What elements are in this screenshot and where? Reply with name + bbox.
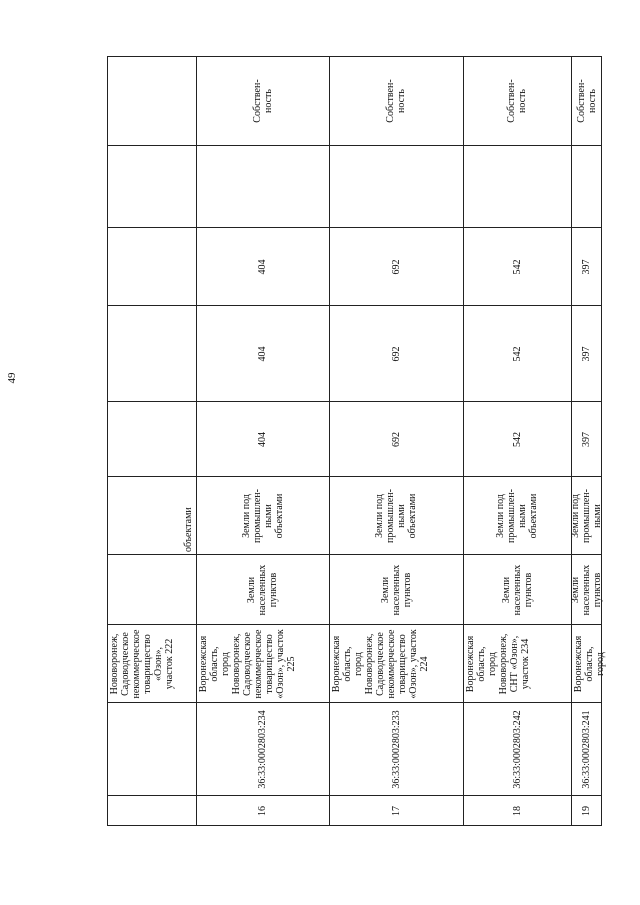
cell-line: Земли	[500, 576, 512, 604]
cell-line: область,	[209, 646, 220, 682]
row-number-cell	[463, 796, 571, 826]
cadastral-number-cell	[196, 703, 329, 796]
area-cell-1	[463, 402, 571, 477]
cell-line: населенных	[257, 564, 268, 616]
cadastral-number-cell	[463, 703, 571, 796]
cell-line: город	[353, 652, 364, 676]
cell-line: «Озон», участок	[275, 629, 286, 699]
cell-text: 18	[511, 806, 523, 816]
cell-line: Садоводческое	[120, 632, 131, 696]
empty-cell	[196, 146, 329, 228]
cell-line: Нововоронеж,	[364, 633, 375, 695]
area-cell-3	[107, 228, 196, 306]
empty-cell	[107, 146, 196, 228]
cell-line: некоммерческое	[131, 629, 142, 699]
table-column-rule	[107, 56, 602, 57]
cell-line: Земли под	[374, 494, 385, 538]
cell-line: ными	[396, 504, 407, 528]
table-column-rule	[107, 145, 602, 146]
land-category-cell	[107, 555, 196, 625]
cell-line: Земли	[246, 576, 257, 604]
cell-text: 36:33:0002803:234	[257, 710, 268, 789]
cell-line: объектами	[528, 493, 539, 539]
right-type-cell	[196, 56, 329, 146]
permitted-use-cell	[571, 477, 602, 555]
row-number-cell	[107, 796, 196, 826]
area-cell-1	[196, 402, 329, 477]
area-cell-2	[107, 306, 196, 402]
cell-line: Нововоронеж,	[231, 633, 242, 695]
cell-line: Собствен-	[506, 79, 517, 123]
cell-line: 225	[286, 656, 297, 672]
cell-line: ность	[396, 89, 407, 113]
table-column-rule	[107, 624, 602, 625]
cell-line: Садоводческое	[242, 632, 253, 696]
cell-line: товарищество	[397, 634, 408, 694]
cell-text: 404	[257, 259, 268, 275]
cell-line: населенных	[511, 564, 523, 616]
cell-text: 36:33:0002803:241	[581, 710, 592, 789]
area-cell-3	[196, 228, 329, 306]
permitted-use-cell	[329, 477, 463, 555]
cell-text: 542	[511, 432, 523, 447]
cell-line: СНТ «Озон»,	[509, 635, 520, 693]
area-cell-1	[107, 402, 196, 477]
table-column-rule	[107, 305, 602, 306]
cell-text: 542	[511, 346, 523, 362]
table-column-rule	[107, 702, 602, 703]
cell-line: товарищество	[142, 634, 153, 694]
land-plots-table	[107, 56, 606, 826]
cell-line: товарищество	[264, 634, 275, 694]
cell-text: 542	[511, 259, 523, 275]
permitted-use-cell	[196, 477, 329, 555]
cell-line: объектами	[273, 493, 285, 539]
cell-line: Земли под	[495, 494, 506, 538]
area-cell-1	[571, 402, 602, 477]
table-row-rule	[329, 56, 330, 826]
cell-text: 36:33:0002803:242	[511, 710, 523, 789]
cell-line: объектами	[183, 507, 194, 552]
address-cell	[107, 625, 196, 703]
cell-text: 36:33:0002803:233	[390, 710, 402, 789]
cell-text: 17	[390, 806, 402, 816]
cell-line: «Озон», участок	[408, 629, 419, 699]
empty-cell	[571, 146, 602, 228]
address-cell	[329, 625, 463, 703]
cell-text: 397	[581, 259, 592, 275]
row-number-cell	[329, 796, 463, 826]
row-number-cell	[571, 796, 602, 826]
table-row-rule	[107, 56, 108, 826]
cell-line: Нововоронеж,	[498, 633, 509, 695]
cell-line: ными	[592, 504, 603, 528]
cell-line: Воронежская	[331, 635, 342, 693]
cadastral-number-cell	[107, 703, 196, 796]
area-cell-3	[463, 228, 571, 306]
cell-line: пунктов	[401, 572, 413, 608]
cell-text: 397	[581, 346, 592, 362]
empty-cell	[463, 146, 571, 228]
cell-line: «Озон»,	[153, 647, 164, 681]
cell-text: 692	[390, 432, 402, 447]
permitted-use-cell	[463, 477, 571, 555]
cell-line: Собствен-	[575, 79, 587, 123]
cell-line: пунктов	[592, 572, 603, 608]
cell-line: Земли	[570, 576, 581, 604]
table-row	[329, 56, 463, 826]
table-row-rule	[463, 56, 464, 826]
cell-text: 404	[257, 346, 268, 362]
cell-line: Нововоронеж,	[109, 633, 120, 695]
cell-line: Воронежская	[198, 635, 209, 693]
land-category-cell	[329, 555, 463, 625]
cadastral-number-cell	[571, 703, 602, 796]
land-category-cell	[196, 555, 329, 625]
cell-line: населенных	[390, 564, 402, 616]
table-column-rule	[107, 476, 602, 477]
area-cell-2	[571, 306, 602, 402]
cell-line: участок 222	[164, 638, 175, 690]
cell-line: промышлен-	[385, 488, 396, 544]
cell-line: ными	[517, 504, 528, 528]
land-category-cell	[571, 555, 602, 625]
address-cell	[571, 625, 606, 703]
area-cell-2	[463, 306, 571, 402]
table-row	[196, 56, 329, 826]
cell-line: промышлен-	[251, 488, 263, 544]
cell-line: некоммерческое	[386, 629, 397, 699]
cell-line: область,	[584, 646, 595, 682]
address-cell	[463, 625, 571, 703]
cell-line: пунктов	[268, 572, 279, 608]
cell-line: Собствен-	[251, 79, 263, 123]
table-column-rule	[107, 554, 602, 555]
page-number-text: 49	[6, 372, 18, 384]
cell-line: объектами	[407, 493, 418, 539]
cell-text: 19	[581, 806, 592, 816]
cadastral-number-cell	[329, 703, 463, 796]
cell-text: 692	[390, 346, 402, 362]
cell-text: 16	[257, 806, 268, 816]
row-number-cell	[196, 796, 329, 826]
cell-line: пунктов	[522, 572, 534, 608]
table-column-rule	[107, 825, 602, 826]
land-category-cell	[463, 555, 571, 625]
area-cell-3	[571, 228, 602, 306]
cell-line: город	[595, 652, 606, 676]
permitted-use-cell	[107, 477, 196, 555]
table-column-rule	[107, 401, 602, 402]
cell-line: ность	[262, 89, 274, 113]
table-row-rule	[196, 56, 197, 826]
right-type-cell	[571, 56, 602, 146]
area-cell-3	[329, 228, 463, 306]
table-column-rule	[107, 227, 602, 228]
cell-line: Собствен-	[385, 79, 396, 123]
cell-line: Земли под	[240, 494, 252, 538]
area-cell-2	[329, 306, 463, 402]
cell-line: ность	[586, 89, 598, 113]
table-row	[570, 56, 606, 826]
cell-line: Воронежская	[573, 635, 584, 693]
cell-line: ность	[517, 89, 528, 113]
area-cell-1	[329, 402, 463, 477]
cell-line: промышлен-	[506, 488, 517, 544]
right-type-cell	[107, 56, 196, 146]
table-row	[463, 56, 571, 826]
cell-line: населенных	[581, 564, 592, 616]
cell-line: область,	[342, 646, 353, 682]
cell-line: область,	[476, 646, 487, 682]
right-type-cell	[329, 56, 463, 146]
cell-line: Земли	[379, 576, 391, 604]
area-cell-2	[196, 306, 329, 402]
cell-line: город	[220, 652, 231, 676]
table-row	[107, 56, 196, 826]
cell-text: 692	[390, 259, 402, 275]
empty-cell	[329, 146, 463, 228]
table-column-rule	[107, 795, 602, 796]
cell-line: город	[487, 652, 498, 676]
cell-text: 404	[257, 432, 268, 447]
cell-line: участок 234	[520, 638, 531, 690]
cell-line: 224	[419, 656, 430, 672]
cell-text: 397	[581, 432, 592, 447]
page-number	[0, 336, 24, 420]
cell-line: Воронежская	[465, 635, 476, 693]
right-type-cell	[463, 56, 571, 146]
cell-line: промышлен-	[581, 488, 592, 544]
cell-line: ными	[262, 504, 274, 528]
address-cell	[196, 625, 329, 703]
cell-line: некоммерческое	[253, 629, 264, 699]
table-row-rule	[601, 56, 602, 826]
table-row-rule	[571, 56, 572, 826]
cell-line: Земли под	[570, 494, 581, 538]
cell-line: Садоводческое	[375, 632, 386, 696]
